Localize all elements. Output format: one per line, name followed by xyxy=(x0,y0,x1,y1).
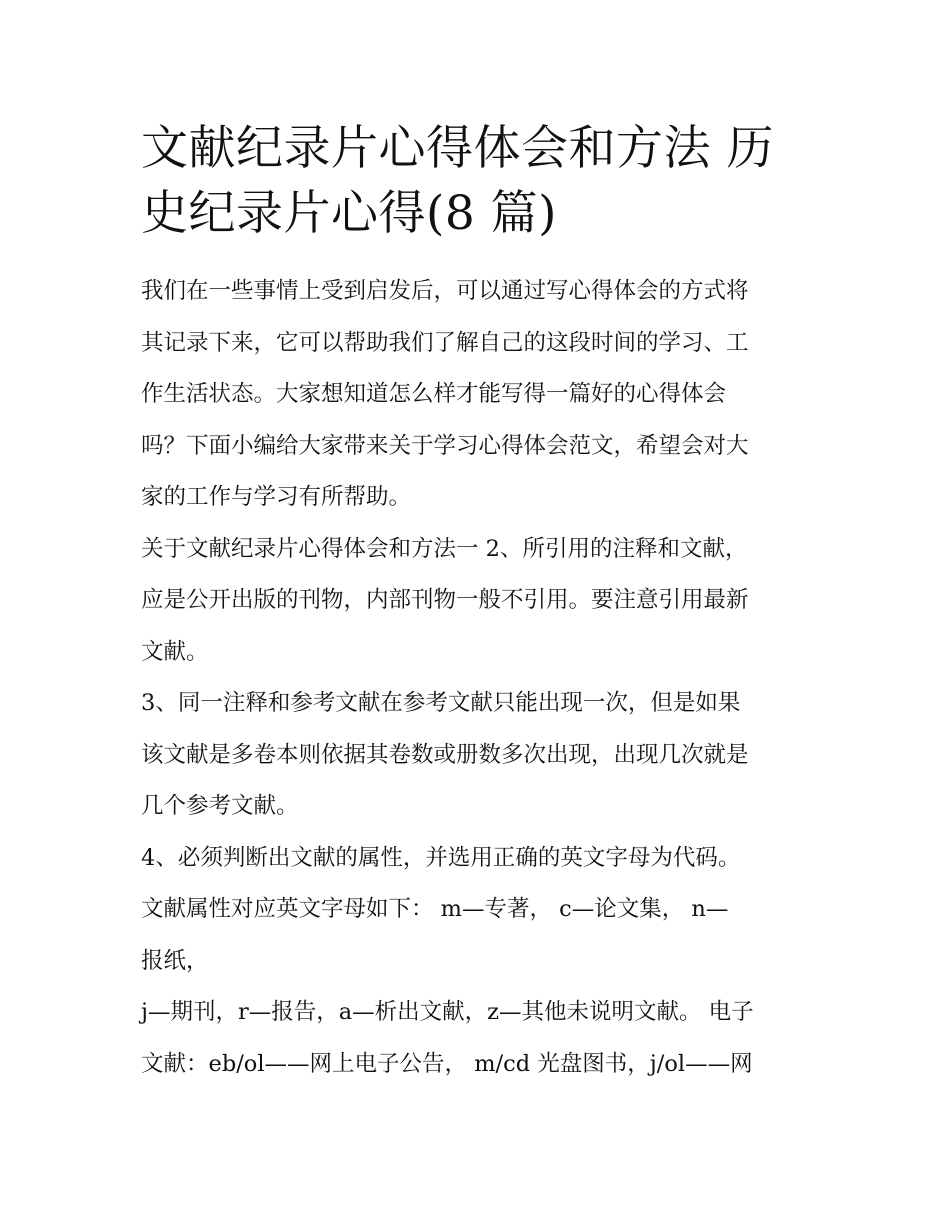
body-line: 家的工作与学习有所帮助。 xyxy=(141,484,412,510)
document-content xyxy=(141,116,813,1090)
title-line: 史纪录片心得(8 篇) xyxy=(141,186,558,241)
body-line: 其记录下来，它可以帮助我们了解自己的这段时间的学习、工 xyxy=(141,329,749,356)
body-line: 吗？下面小编给大家带来关于学习心得体会范文，希望会对大 xyxy=(141,432,749,459)
body-line: 4、必须判断出文献的属性，并选用正确的英文字母为代码。 xyxy=(141,844,741,871)
body-line: 该文献是多卷本则依据其卷数或册数多次出现，出现几次就是 xyxy=(141,741,749,768)
body-line: 文献：eb/ol——网上电子公告， m/cd 光盘图书，j/ol——网 xyxy=(141,1050,753,1077)
document-body xyxy=(141,266,813,1090)
body-line: 文献。 xyxy=(141,638,209,665)
body-line: j—期刊，r—报告，a—析出文献，z—其他未说明文献。 电子 xyxy=(141,999,754,1025)
body-line: 应是公开出版的刊物，内部刊物一般不引用。要注意引用最新 xyxy=(141,587,749,613)
body-line: 几个参考文献。 xyxy=(141,793,299,819)
body-line: 报纸， xyxy=(141,947,209,974)
body-line: 文献属性对应英文字母如下： m—专著， c—论文集， n— xyxy=(141,896,729,922)
document-title xyxy=(141,116,813,246)
body-line: 作生活状态。大家想知道怎么样才能写得一篇好的心得体会 xyxy=(141,381,727,407)
body-line: 3、同一注释和参考文献在参考文献只能出现一次，但是如果 xyxy=(141,690,741,716)
body-line: 关于文献纪录片心得体会和方法一 2、所引用的注释和文献， xyxy=(141,535,748,562)
body-line: 我们在一些事情上受到启发后，可以通过写心得体会的方式将 xyxy=(141,278,749,304)
title-line: 文献纪录片心得体会和方法 历 xyxy=(141,121,774,176)
